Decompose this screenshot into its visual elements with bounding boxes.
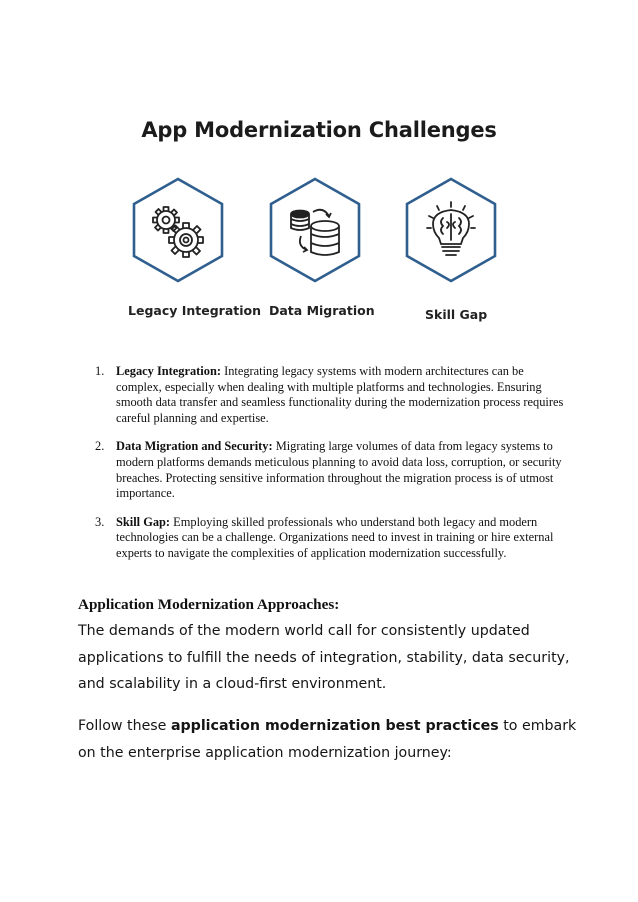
list-text: Migrating large volumes of data from legacy systems to modern platforms demands meticulous planning to avoid data loss, corruption, or security breaches. Protecting sensitive information throughout the migration process is of utmost importance. (116, 439, 562, 501)
best-practices-emphasis: application modernization best practices (170, 718, 499, 734)
list-item (95, 515, 565, 562)
gears-icon (130, 176, 226, 284)
list-term: Data Migration and Security: (116, 439, 273, 454)
data-migration-hexagon (267, 176, 363, 284)
list-term: Legacy Integration: (116, 364, 221, 378)
challenges-list (95, 364, 565, 575)
approaches-heading: Application Modernization Approaches: (78, 596, 340, 613)
legacy-integration-label: Legacy Integration (128, 303, 262, 318)
database-sync-icon (267, 176, 363, 284)
list-term: Skill Gap: (116, 514, 171, 529)
list-number: 2. (95, 439, 105, 454)
list-text: Employing skilled professionals who understand both legacy and modern technologies can be a challenge. Organizations need to invest in training or hire external experts to navigate the complexities of application modernization successfully. (116, 514, 554, 560)
skill-gap-hexagon (403, 176, 499, 284)
infographic-title: App Modernization Challenges (141, 118, 497, 142)
data-migration-label: Data Migration (269, 303, 375, 318)
approaches-paragraph: The demands of the modern world call for consistently updated applications to fulfill the needs of integration, stability, data security, and scalability in a cloud-first environment. (78, 623, 570, 692)
legacy-integration-hexagon (130, 176, 226, 284)
best-practices-paragraph: Follow these application modernization best practices to embark on the enterprise application modernization journey: (78, 718, 577, 761)
infographic (0, 0, 638, 340)
skill-gap-label: Skill Gap (425, 307, 488, 322)
list-number: 1. (95, 364, 105, 378)
list-item (95, 364, 565, 426)
brain-bulb-icon (403, 176, 499, 284)
list-item (95, 439, 565, 501)
list-text: Integrating legacy systems with modern architectures can be complex, especially when dealing with multiple platforms and technologies. Ensuring smooth data transfer and seamless functionality during the modernization process requires careful planning and expertise. (116, 364, 564, 425)
list-number: 3. (95, 514, 105, 529)
